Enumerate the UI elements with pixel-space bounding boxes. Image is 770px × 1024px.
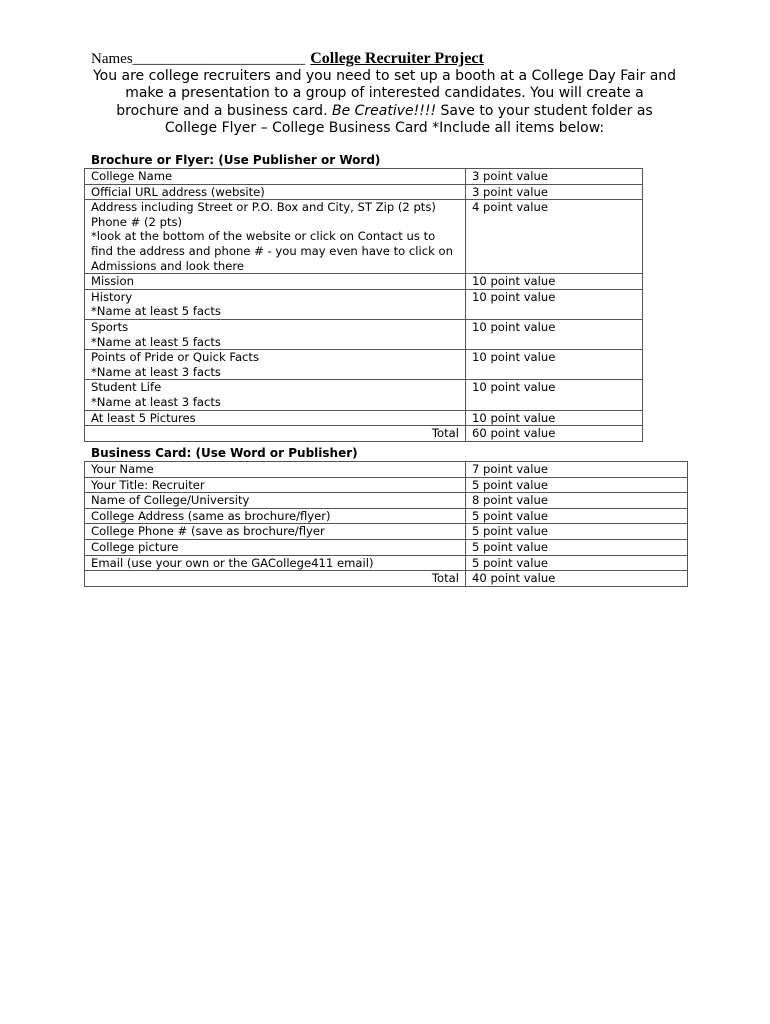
rubric-item-cell: Student Life *Name at least 3 facts [85,380,466,410]
brochure-section-heading: Brochure or Flyer: (Use Publisher or Word) [91,153,381,167]
rubric-row [85,380,643,410]
document-title: College Recruiter Project [310,50,484,67]
rubric-points-cell: 7 point value [466,462,688,478]
rubric-row [85,350,643,380]
total-label: Total [85,571,466,587]
rubric-item-cell: Mission [85,274,466,290]
total-value: 40 point value [466,571,688,587]
rubric-item-cell: College Address (same as brochure/flyer) [85,508,466,524]
rubric-points-cell: 10 point value [466,350,643,380]
rubric-item-cell: History *Name at least 5 facts [85,289,466,319]
brochure-rubric-table [84,168,643,442]
rubric-points-cell: 4 point value [466,200,643,274]
instructions-emphasis: Be Creative!!!! [331,102,437,119]
rubric-row [85,493,688,509]
rubric-points-cell: 5 point value [466,555,688,571]
rubric-item-cell: College Phone # (save as brochure/flyer [85,524,466,540]
rubric-row [85,410,643,426]
business-card-rubric-table [84,461,688,587]
rubric-item-cell: Points of Pride or Quick Facts *Name at least 3 facts [85,350,466,380]
business-card-section-heading: Business Card: (Use Word or Publisher) [91,446,358,460]
rubric-points-cell: 8 point value [466,493,688,509]
rubric-item-cell: Your Title: Recruiter [85,477,466,493]
instructions-text-continued: Save to your student folder as College Flyer – College Business Card *Include all items below: [164,102,653,137]
rubric-points-cell: 10 point value [466,410,643,426]
title-line [91,48,691,68]
rubric-points-cell: 3 point value [466,169,643,185]
rubric-points-cell: 3 point value [466,184,643,200]
rubric-row [85,169,643,185]
rubric-row [85,508,688,524]
rubric-row [85,524,688,540]
rubric-total-row [85,571,688,587]
instructions-paragraph [92,68,677,138]
rubric-item-cell: Sports *Name at least 5 facts [85,319,466,349]
rubric-row [85,462,688,478]
rubric-item-cell: College Name [85,169,466,185]
rubric-points-cell: 10 point value [466,274,643,290]
rubric-item-cell: Official URL address (website) [85,184,466,200]
rubric-points-cell: 5 point value [466,508,688,524]
rubric-row [85,319,643,349]
instructions-text: You are college recruiters and you need to set up a booth at a College Day Fair and make a presentation to a group of interested candidates. You will create a brochure and a business card. [92,68,677,119]
rubric-points-cell: 5 point value [466,477,688,493]
rubric-item-cell: Your Name [85,462,466,478]
rubric-item-cell: Name of College/University [85,493,466,509]
rubric-points-cell: 5 point value [466,539,688,555]
rubric-row [85,555,688,571]
rubric-points-cell: 5 point value [466,524,688,540]
rubric-row [85,539,688,555]
rubric-points-cell: 10 point value [466,319,643,349]
rubric-points-cell: 10 point value [466,289,643,319]
rubric-total-row [85,426,643,442]
rubric-points-cell: 10 point value [466,380,643,410]
rubric-item-cell: Email (use your own or the GACollege411 email) [85,555,466,571]
rubric-row [85,274,643,290]
rubric-item-cell: Address including Street or P.O. Box and City, ST Zip (2 pts) Phone # (2 pts) *look at the bottom of the website or click on Contact us to find the address and phone # - you may even have to click on Admissions and look there [85,200,466,274]
rubric-row [85,477,688,493]
rubric-item-cell: At least 5 Pictures [85,410,466,426]
total-value: 60 point value [466,426,643,442]
rubric-row [85,184,643,200]
rubric-row [85,200,643,274]
rubric-row [85,289,643,319]
rubric-item-cell: College picture [85,539,466,555]
total-label: Total [85,426,466,442]
names-field-label: Names_______________________ [91,51,306,67]
